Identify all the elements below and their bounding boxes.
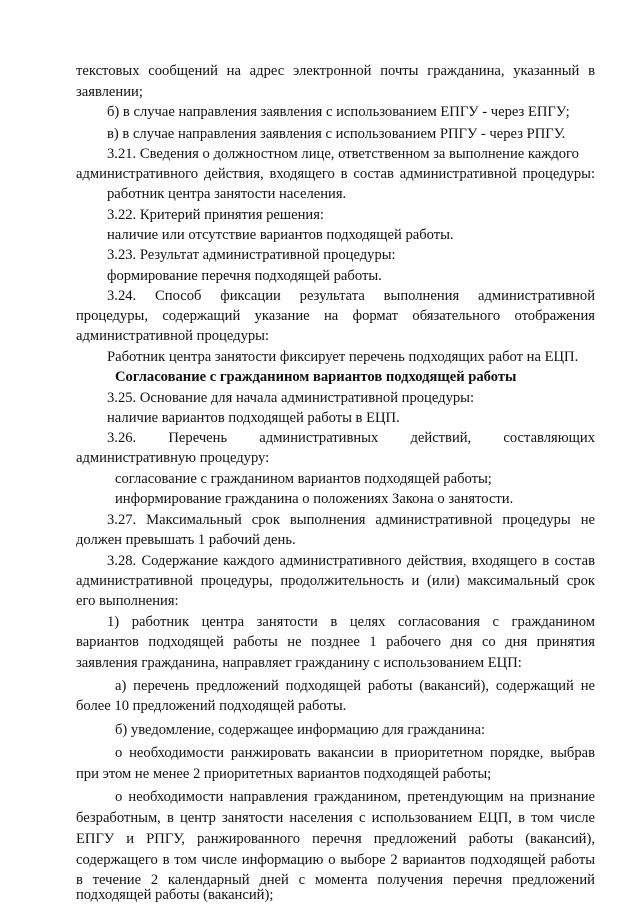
section-3-28: 3.28. Содержание каждого административного действия, входящего в состав [107,553,595,569]
text-line: подходящей работы (вакансий); [76,887,274,903]
section-3-26: 3.26. Перечень административных действий, составляющих [107,430,595,446]
section-heading: Согласование с гражданином вариантов подходящей работы [115,369,517,385]
text-line: содержащего в том числе информацию о выборе 2 вариантов подходящей работы [76,852,595,868]
text-line: административную процедуру: [76,450,270,466]
section-3-23: 3.23. Результат административной процедуры: [107,247,396,263]
text-line: безработным, в центр занятости населения с использованием ЕЦП, в том числе [76,810,595,826]
list-item: согласование с гражданином вариантов подходящей работы; [115,471,492,487]
list-item: информирование гражданина о положениях Закона о занятости. [115,491,514,507]
text-line: Работник центра занятости фиксирует перечень подходящих работ на ЕЦП. [107,349,579,365]
text-line: в) в случае направления заявления с использованием РПГУ - через РПГУ. [107,126,566,142]
text-line: б) в случае направления заявления с использованием ЕПГУ - через ЕПГУ; [107,104,570,120]
text-line: в течение 2 календарный дней с момента получения перечня предложений [76,872,595,888]
text-line: заявлении; [76,84,143,100]
section-3-21: 3.21. Сведения о должностном лице, ответственном за выполнение каждого [107,146,579,162]
text-line: его выполнения: [76,593,179,609]
text-line: более 10 предложений подходящей работы. [76,698,347,714]
text-line: наличие вариантов подходящей работы в ЕЦП. [107,410,400,426]
text-line: наличие или отсутствие вариантов подходящей работы. [107,227,454,243]
text-line: административной процедуры: [76,328,270,344]
text-line: ЕПГУ и РПГУ, ранжированного перечня предложений работы (вакансий), [76,831,595,847]
text-line: текстовых сообщений на адрес электронной почты гражданина, указанный в [76,63,595,79]
text-line: работник центра занятости населения. [107,186,347,202]
text-line: процедуры, содержащий указание на формат обязательного отображения [76,308,595,324]
section-3-27: 3.27. Максимальный срок выполнения административной процедуры не [107,512,595,528]
text-line: административной процедуры, продолжительность и (или) максимальный срок [76,573,595,589]
text-line: формирование перечня подходящей работы. [107,268,382,284]
section-3-22: 3.22. Критерий принятия решения: [107,207,324,223]
list-item: б) уведомление, содержащее информацию для гражданина: [115,722,486,738]
list-item: о необходимости направления гражданином, претендующим на признание [115,789,595,805]
text-line: административного действия, входящего в состав административной процедуры: [76,166,595,182]
list-item: о необходимости ранжировать вакансии в приоритетном порядке, выбрав [115,745,595,761]
section-3-24: 3.24. Способ фиксации результата выполнения административной [107,288,595,304]
list-item: а) перечень предложений подходящей работы (вакансий), содержащий не [115,678,595,694]
text-line: должен превышать 1 рабочий день. [76,532,296,548]
text-line: заявления гражданина, направляет гражданину с использованием ЕЦП: [76,655,522,671]
text-line: вариантов подходящей работы не позднее 1 рабочего дня со дня принятия [76,634,595,650]
text-line: 1) работник центра занятости в целях согласования с гражданином [107,614,595,630]
section-3-25: 3.25. Основание для начала административной процедуры: [107,390,475,406]
text-line: при этом не менее 2 приоритетных вариантов подходящей работы; [76,766,492,782]
